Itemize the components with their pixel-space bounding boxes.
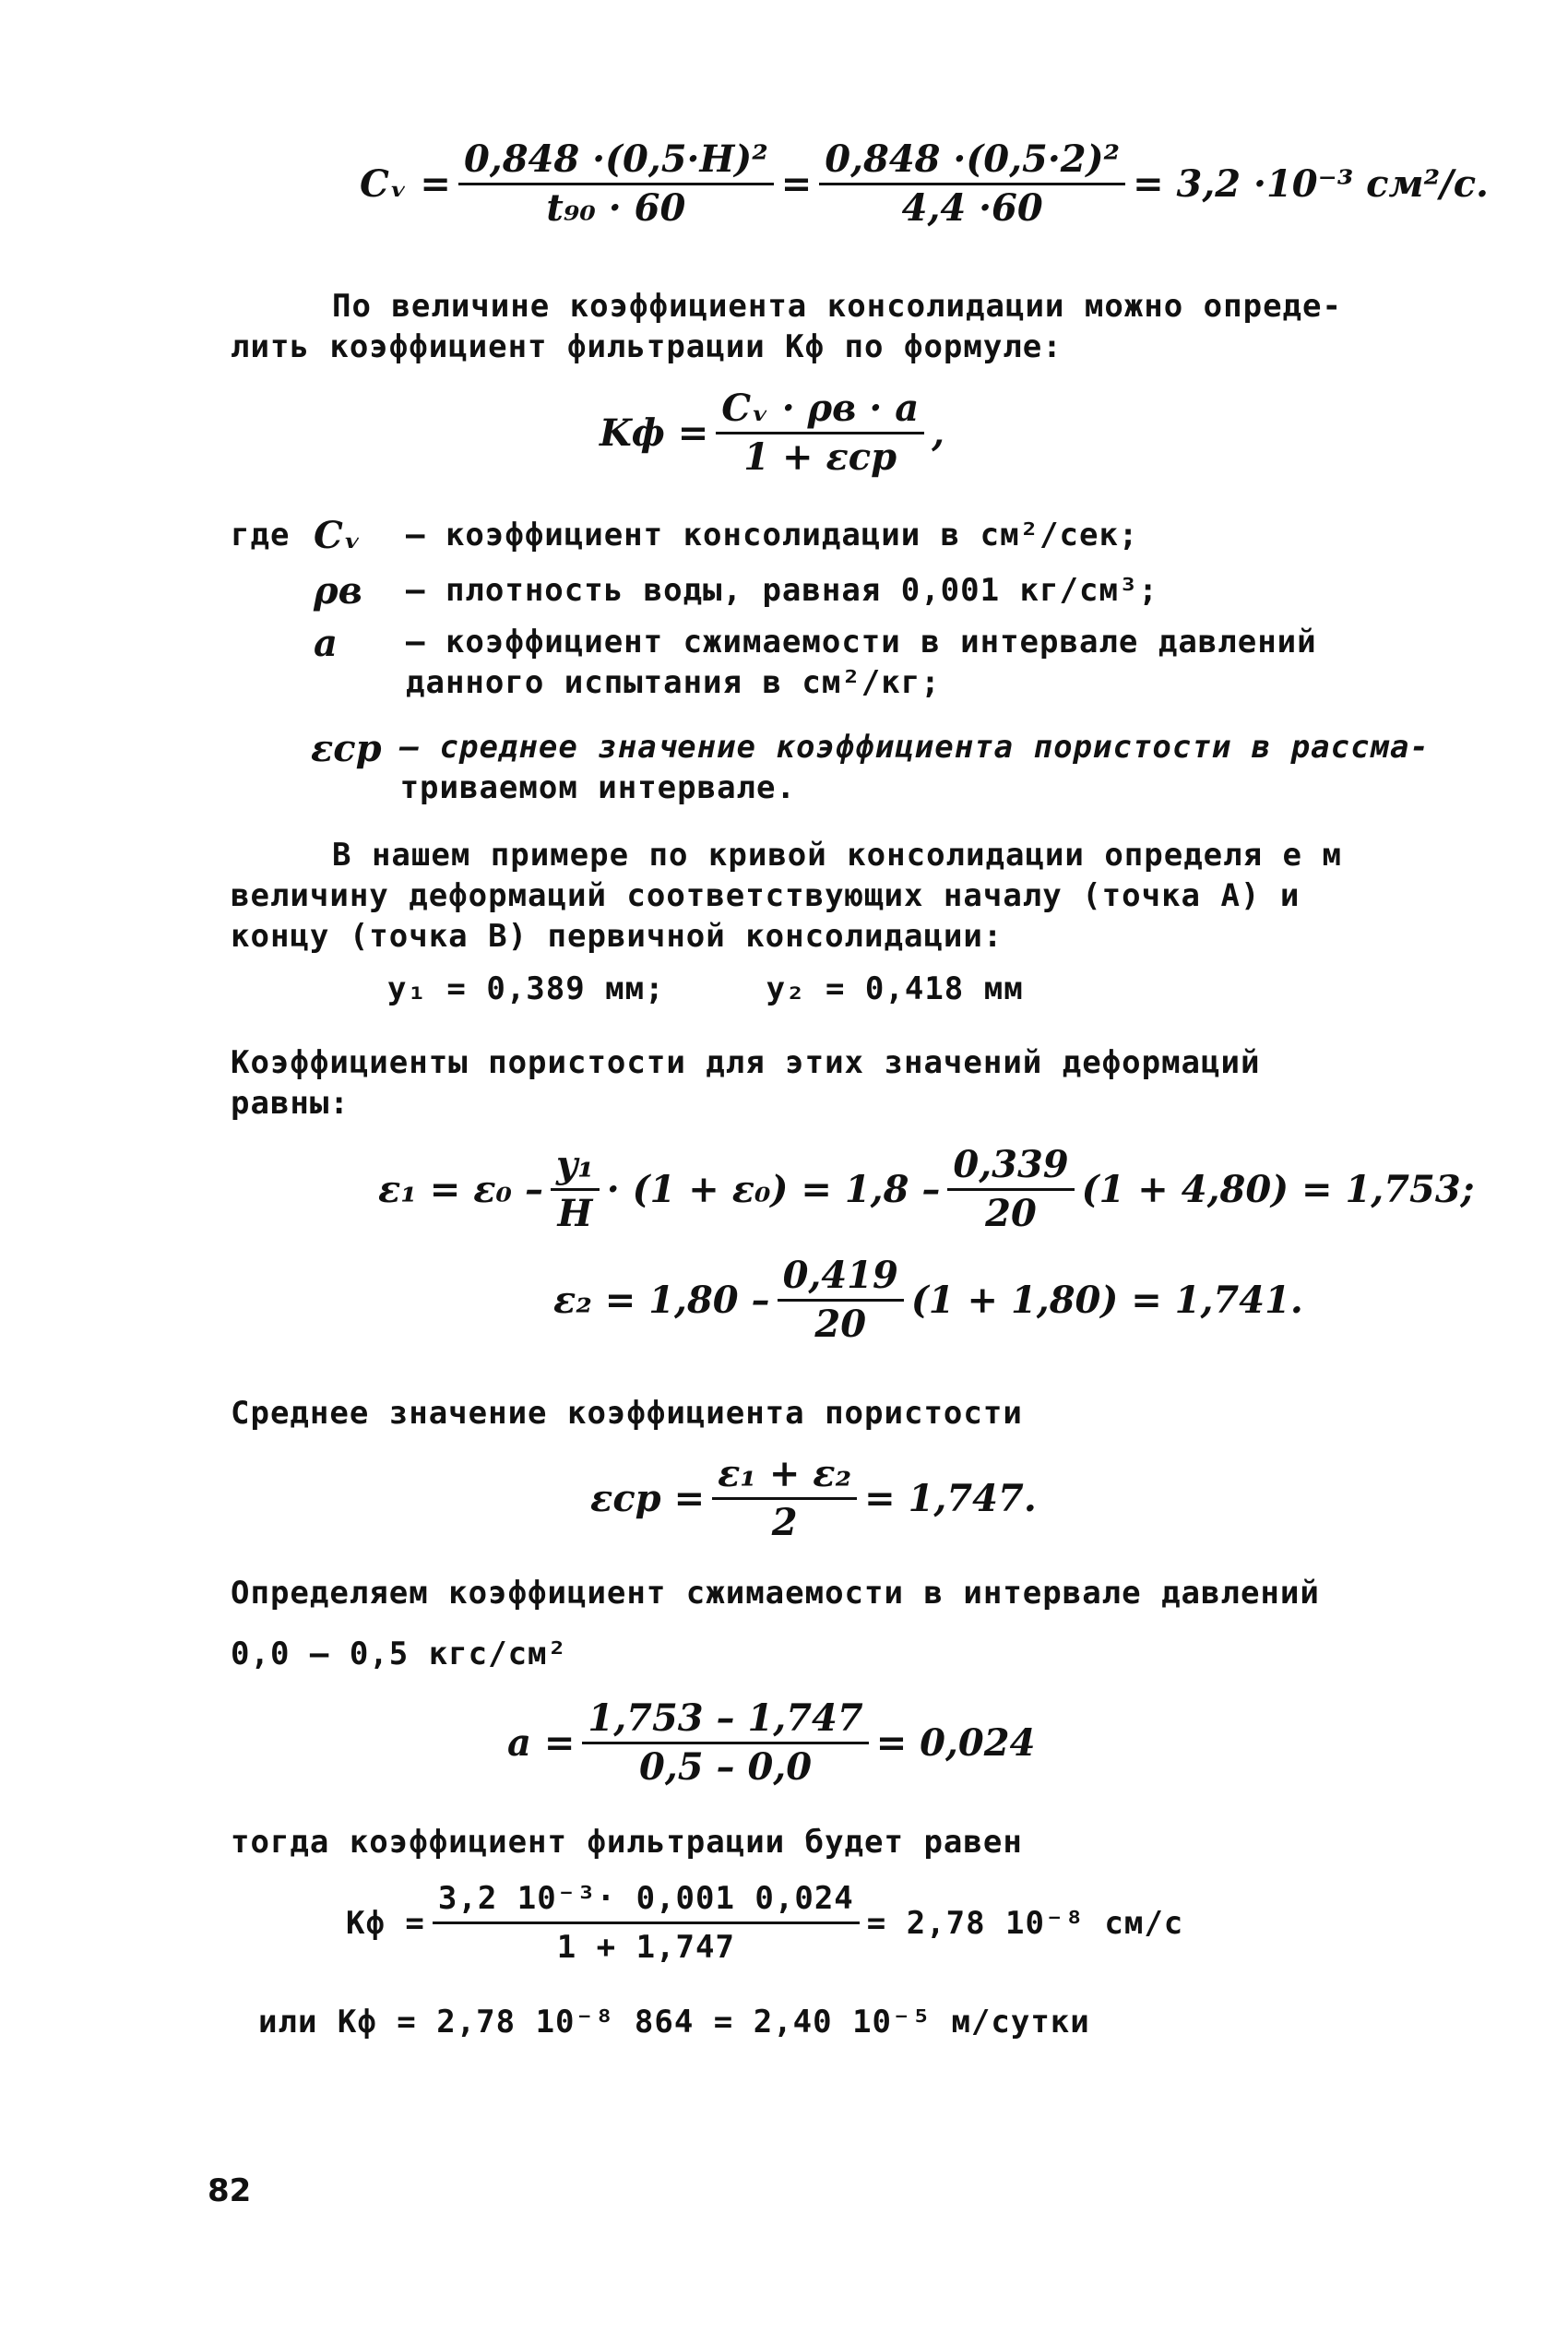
mean-porosity-heading: Среднее значение коэффициента пористости [231,1395,1023,1432]
ecp-lhs: εср = [590,1477,706,1520]
cv-fraction-2 [819,138,1125,230]
e1-f-numerator: y₁ [551,1144,600,1191]
kf-fraction [716,387,924,479]
page-number: 82 [208,2172,252,2209]
y2-value: y₂ = 0,418 мм [766,970,1024,1007]
y-values-line [387,969,1024,1009]
cv-lhs: Cᵥ = [360,162,451,206]
e1-fraction-2 [947,1144,1074,1235]
definition-symbol: a [314,622,338,665]
e2-rhs: (1 + 1,80) = 1,741. [910,1279,1303,1322]
kf-denominator: 1 + εср [743,435,897,479]
definition-text-block [406,622,1317,703]
e1-f-denominator: H [557,1192,593,1235]
kf2-numerator: 3,2 10⁻³· 0,001 0,024 [433,1877,860,1924]
cv-f2-denominator: 4,4 ·60 [901,186,1043,230]
equation-ecp [590,1453,1037,1544]
e1-g-numerator: 0,339 [947,1144,1074,1191]
e2-fraction [778,1255,904,1346]
kf2-rhs: = 2,78 10⁻⁸ см/с [866,1904,1184,1942]
cv-f2-numerator: 0,848 ·(0,5·2)² [819,138,1125,185]
equation-kf-per-day: или Кф = 2,78 10⁻⁸ 864 = 2,40 10⁻⁵ м/сутки [258,2004,1090,2040]
definition-text: – коэффициент сжимаемости в интервале давлений [406,624,1317,660]
e1-rhs: (1 + 4,80) = 1,753; [1081,1168,1475,1211]
paragraph-compressibility [231,1573,1320,1674]
equation-kf-numeric [346,1877,1183,1969]
definition-item [231,714,1430,819]
cv-f1-denominator: t₉₀ · 60 [546,186,686,230]
paragraph-example [231,835,1342,957]
equation-e1 [378,1144,1474,1235]
kf2-fraction [433,1877,860,1969]
text-line: В нашем примере по кривой консолидации определя е м [332,837,1342,874]
kf-tail: , [932,411,945,455]
kf-numerator: Cᵥ · ρв · a [716,387,924,434]
ecp-numerator: ε₁ + ε₂ [712,1453,857,1500]
equation-a [507,1697,1035,1789]
a-rhs: = 0,024 [875,1721,1036,1765]
equation-cv [360,138,1489,230]
definition-text-block [400,727,1430,808]
text-line: величину деформаций соответствующих началу (точка А) и [231,877,1301,914]
text-line: Коэффициенты пористости для этих значений деформаций [231,1044,1261,1081]
equation-kf [600,387,944,479]
kf2-lhs: Кф = [346,1904,425,1942]
y1-value: y₁ = 0,389 мм; [387,970,665,1007]
ecp-rhs: = 1,747. [864,1477,1037,1520]
kf2-denominator: 1 + 1,747 [556,1929,735,1966]
definition-text: триваемом интервале. [399,769,796,806]
ecp-fraction [712,1453,857,1544]
equals-sign: = [780,162,813,206]
cv-rhs: = 3,2 ·10⁻³ см²/с. [1133,162,1489,206]
equation-e2 [553,1255,1303,1346]
paragraph-intro [231,286,1342,367]
definition-text: – коэффициент консолидации в см²/сек; [406,517,1139,553]
text-line: По величине коэффициента консолидации можно опреде- [332,288,1342,325]
a-fraction [582,1697,868,1789]
definition-lead: где [231,517,291,553]
ecp-denominator: 2 [771,1501,798,1544]
paragraph-then: тогда коэффициент фильтрации будет равен [231,1824,1023,1861]
text-line: 0,0 – 0,5 кгс/см² [231,1636,567,1672]
e2-lhs: ε₂ = 1,80 – [553,1279,770,1322]
text-line: равны: [231,1085,350,1122]
definition-item [231,563,1430,618]
text-line: Определяем коэффициент сжимаемости в интервале давлений [231,1575,1320,1612]
a-denominator: 0,5 – 0,0 [639,1745,813,1789]
cv-f1-numerator: 0,848 ·(0,5·H)² [458,138,774,185]
text-line: концу (точка В) первичной консолидации: [231,918,1004,955]
definition-text: – среднее значение коэффициента пористости в рассма- [399,729,1430,766]
e2-denominator: 20 [814,1303,867,1346]
definition-text: – плотность воды, равная 0,001 кг/см³; [406,572,1158,609]
e1-fraction-1 [551,1144,600,1235]
definition-item [231,618,1430,714]
definitions-list [231,507,1430,819]
a-numerator: 1,753 – 1,747 [582,1697,868,1744]
e2-numerator: 0,419 [778,1255,904,1302]
a-lhs: a = [507,1721,576,1765]
kf-lhs: Kф = [600,411,709,455]
cv-fraction-1 [458,138,774,230]
definition-symbol: ρв [314,568,362,613]
e1-g-denominator: 20 [985,1192,1037,1235]
definition-symbol: Cᵥ [314,513,362,557]
definition-symbol: εср [310,727,382,770]
paragraph-porosity [231,1042,1260,1124]
e1-mid: · (1 + ε₀) = 1,8 – [606,1168,941,1211]
definition-item [231,507,1430,563]
definition-text: данного испытания в см²/кг; [406,664,941,701]
text-line: лить коэффициент фильтрации Кф по формуле: [231,328,1063,365]
e1-lhs: ε₁ = ε₀ – [378,1168,543,1211]
